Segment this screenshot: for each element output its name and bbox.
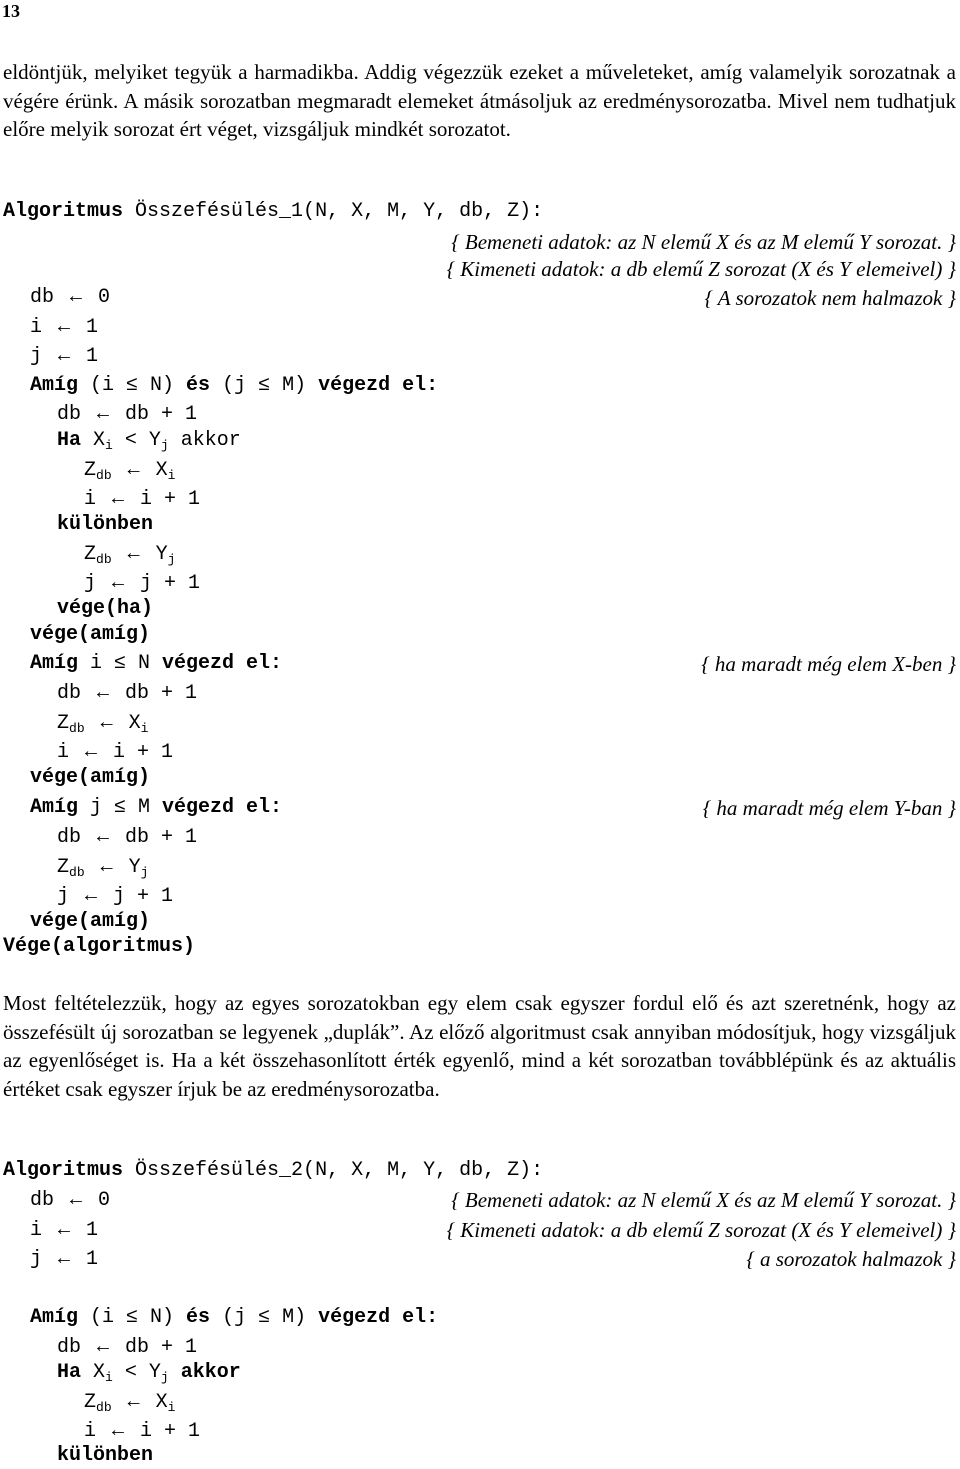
algo1-line-db-inc-3: db ← db + 1 (57, 826, 198, 849)
algo1-kw-amig-2: Amíg (30, 652, 79, 675)
algo1-keyword-algoritmus: Algoritmus (3, 200, 124, 223)
algo1-line-while-main: Amíg (i ≤ N) és (j ≤ M) végezd el: (30, 374, 439, 397)
algo1-line-i-inc-2: i ← i + 1 (57, 741, 174, 764)
algo2-comment-input: { Bemeneti adatok: az N elemű X és az M elemű Y sorozat. } (451, 1188, 956, 1212)
algo1-line-i-inc: i ← i + 1 (84, 488, 201, 511)
algo2-kw-es: és (186, 1306, 211, 1329)
algo1-line-if: Ha $X_i < Y_j$ akkor (57, 429, 241, 453)
algo2-line-j-init: j ← 1 (30, 1248, 99, 1271)
algo2-line-if: Ha $X_i < Y_j$ akkor (57, 1361, 241, 1385)
algo2-kw-vegezd: végezd el: (318, 1306, 439, 1329)
algo1-line-while-y: Amíg j ≤ M végezd el: (30, 796, 283, 819)
algo2-line-db-inc: db ← db + 1 (57, 1336, 198, 1359)
algo1-line-i-init: i ← 1 (30, 316, 99, 339)
algo1-kw-vege-ha: vége(ha) (57, 597, 154, 620)
algo2-comment-sets: { a sorozatok halmazok } (746, 1247, 956, 1271)
algo1-signature: Összefésülés_1(N, X, M, Y, db, Z): (123, 200, 544, 223)
algo2-kw-amig: Amíg (30, 1306, 79, 1329)
algo1-comment-y-left: { ha maradt még elem Y-ban } (702, 796, 956, 820)
algo1-line-j-inc: j ← j + 1 (84, 572, 201, 595)
algo2-line-db-init: db ← 0 (30, 1189, 111, 1212)
algo2-line-i-init: i ← 1 (30, 1219, 99, 1242)
algo1-kw-vegezd: végezd el: (318, 374, 439, 397)
algo1-line-j-inc-2: j ← j + 1 (57, 885, 174, 908)
algo1-kw-vegezd-3: végezd el: (162, 796, 283, 819)
intro-paragraph: eldöntjük, melyiket tegyük a harmadikba. Addig végezzük ezeket a műveleteket, amíg valamelyik sorozatnak a végére érünk. A másik sorozatban megmaradt elemeket átmásoljuk az eredménysorozatba. Mivel nem tudhatjuk előre melyik sorozat ért véget, vizsgáljuk mindkét sorozatot. (3, 60, 956, 141)
algo1-line-zdb-yj-2: $Z_{db}$ ← $Y_j$ (57, 856, 149, 880)
algo1-kw-amig-3: Amíg (30, 796, 79, 819)
algo1-line-zdb-xi: $Z_{db}$ ← $X_i$ (84, 459, 176, 483)
algo1-line-db-init: db ← 0 (30, 286, 111, 309)
algo1-line-j-init: j ← 1 (30, 345, 99, 368)
algo1-kw-vege-algoritmus: Vége(algoritmus) (3, 935, 196, 958)
algo2-header (3, 1158, 543, 1184)
algo1-kw-vege-amig-1: vége(amíg) (30, 623, 151, 646)
algo2-keyword-algoritmus: Algoritmus (3, 1159, 124, 1182)
algo1-line-zdb-yj: $Z_{db}$ ← $Y_j$ (84, 543, 176, 567)
second-paragraph: Most feltételezzük, hogy az egyes sorozatokban egy elem csak egyszer fordul elő és azt szeretnénk, hogy az összefésült új sorozatban se legyenek „duplák”. Az előző algoritmust csak annyiban módosítjuk, hogy vizsgáljuk az egyenlőséget is. Ha a két összehasonlított érték egyenlő, mind a két sorozatban továbblépünk és az aktuális értéket csak egyszer írjuk be az eredménysorozatba. (3, 991, 956, 1101)
algo1-kw-kulonben: különben (57, 513, 154, 536)
algo1-kw-amig: Amíg (30, 374, 79, 397)
algo1-comment-input: { Bemeneti adatok: az N elemű X és az M elemű Y sorozat. } (451, 230, 956, 254)
algo2-line-while-main: Amíg (i ≤ N) és (j ≤ M) végezd el: (30, 1306, 439, 1329)
algo2-kw-akkor: akkor (180, 1361, 241, 1384)
algo1-line-while-x: Amíg i ≤ N végezd el: (30, 652, 283, 675)
algo1-comment-x-left: { ha maradt még elem X-ben } (701, 652, 956, 676)
algo2-signature: Összefésülés_2(N, X, M, Y, db, Z): (123, 1159, 544, 1182)
algo2-line-zdb-xi: $Z_{db}$ ← $X_i$ (84, 1391, 176, 1415)
algo1-kw-es: és (186, 374, 211, 397)
algo1-kw-vege-amig-2: vége(amíg) (30, 766, 151, 789)
algo2-kw-kulonben: különben (57, 1444, 154, 1467)
algo1-comment-output: { Kimeneti adatok: a db elemű Z sorozat (X és Y elemeivel) } (446, 257, 956, 281)
algo1-kw-vege-amig-3: vége(amíg) (30, 910, 151, 933)
algo1-kw-vegezd-2: végezd el: (162, 652, 283, 675)
algo2-kw-ha: Ha (57, 1361, 82, 1384)
algo2-line-i-inc: i ← i + 1 (84, 1420, 201, 1443)
algo2-comment-output: { Kimeneti adatok: a db elemű Z sorozat (X és Y elemeivel) } (446, 1218, 956, 1242)
algo1-comment-not-sets: { A sorozatok nem halmazok } (704, 286, 956, 310)
algo1-line-db-inc: db ← db + 1 (57, 403, 198, 426)
algo1-word-akkor: akkor (180, 429, 241, 452)
algo1-header (3, 199, 543, 225)
algo1-kw-ha: Ha (57, 429, 82, 452)
page-number: 13 (2, 1, 20, 21)
algo1-line-db-inc-2: db ← db + 1 (57, 682, 198, 705)
algo1-line-zdb-xi-2: $Z_{db}$ ← $X_i$ (57, 712, 149, 736)
